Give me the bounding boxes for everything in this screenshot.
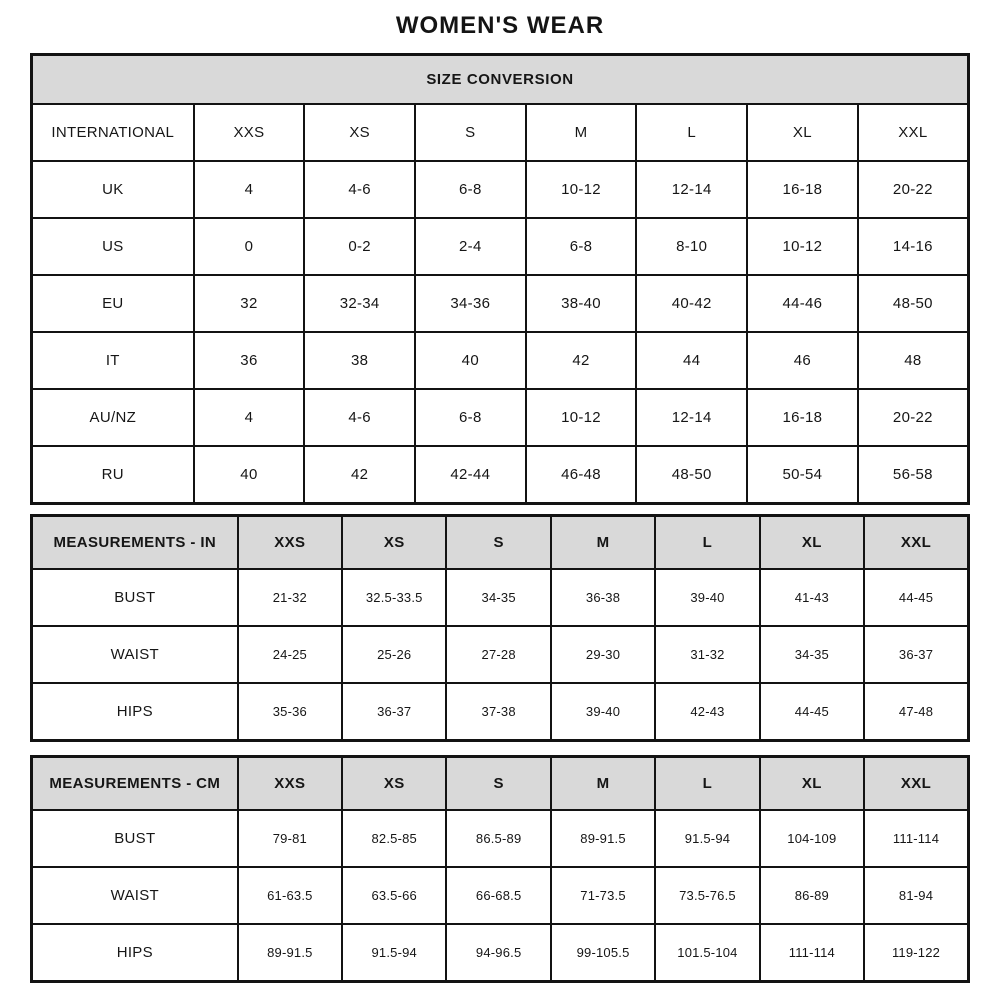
size-value-cell: 32 [194, 275, 305, 332]
row-label: BUST [32, 569, 238, 626]
size-value-cell: 44-46 [747, 275, 858, 332]
measurement-value-cell: 91.5-94 [655, 810, 759, 867]
size-column-header: L [655, 757, 759, 811]
size-value-cell: 44 [636, 332, 747, 389]
size-value-cell: L [636, 104, 747, 161]
size-conversion-row [32, 332, 969, 389]
measurements-cm-table [30, 755, 970, 983]
size-value-cell: 40 [415, 332, 526, 389]
row-label: INTERNATIONAL [32, 104, 194, 161]
measurement-value-cell: 101.5-104 [655, 924, 759, 982]
size-column-header: XXS [238, 516, 342, 570]
measurement-value-cell: 25-26 [342, 626, 446, 683]
size-value-cell: 12-14 [636, 389, 747, 446]
size-value-cell: 10-12 [747, 218, 858, 275]
size-value-cell: 4 [194, 161, 305, 218]
row-label: BUST [32, 810, 238, 867]
size-value-cell: 12-14 [636, 161, 747, 218]
measurement-value-cell: 29-30 [551, 626, 655, 683]
size-conversion-header: SIZE CONVERSION [32, 55, 969, 105]
size-value-cell: XS [304, 104, 415, 161]
size-value-cell: 0 [194, 218, 305, 275]
measurements-row [32, 683, 969, 741]
row-label: US [32, 218, 194, 275]
size-value-cell: 8-10 [636, 218, 747, 275]
size-value-cell: 50-54 [747, 446, 858, 504]
measurement-value-cell: 35-36 [238, 683, 342, 741]
size-conversion-row [32, 104, 969, 161]
measurement-value-cell: 61-63.5 [238, 867, 342, 924]
measurement-value-cell: 63.5-66 [342, 867, 446, 924]
measurements-in-table [30, 514, 970, 742]
measurements-header: MEASUREMENTS - CM [32, 757, 238, 811]
size-value-cell: 46 [747, 332, 858, 389]
measurement-value-cell: 24-25 [238, 626, 342, 683]
row-label: WAIST [32, 626, 238, 683]
measurement-value-cell: 39-40 [551, 683, 655, 741]
size-column-header: S [446, 757, 550, 811]
size-column-header: L [655, 516, 759, 570]
measurement-value-cell: 37-38 [446, 683, 550, 741]
measurement-value-cell: 111-114 [760, 924, 864, 982]
size-value-cell: 6-8 [415, 161, 526, 218]
size-value-cell: 34-36 [415, 275, 526, 332]
size-value-cell: XXS [194, 104, 305, 161]
size-value-cell: 42 [526, 332, 637, 389]
size-value-cell: 16-18 [747, 161, 858, 218]
row-label: AU/NZ [32, 389, 194, 446]
measurement-value-cell: 44-45 [864, 569, 968, 626]
size-value-cell: 48 [858, 332, 969, 389]
measurement-value-cell: 86-89 [760, 867, 864, 924]
size-conversion-row [32, 446, 969, 504]
size-column-header: XS [342, 516, 446, 570]
measurement-value-cell: 89-91.5 [551, 810, 655, 867]
measurement-value-cell: 89-91.5 [238, 924, 342, 982]
measurement-value-cell: 94-96.5 [446, 924, 550, 982]
row-label: HIPS [32, 683, 238, 741]
row-label: RU [32, 446, 194, 504]
size-value-cell: 16-18 [747, 389, 858, 446]
measurements-row [32, 569, 969, 626]
measurement-value-cell: 91.5-94 [342, 924, 446, 982]
size-value-cell: 0-2 [304, 218, 415, 275]
size-value-cell: 56-58 [858, 446, 969, 504]
row-label: EU [32, 275, 194, 332]
row-label: WAIST [32, 867, 238, 924]
size-value-cell: S [415, 104, 526, 161]
measurement-value-cell: 66-68.5 [446, 867, 550, 924]
size-value-cell: M [526, 104, 637, 161]
measurement-value-cell: 79-81 [238, 810, 342, 867]
measurement-value-cell: 36-37 [342, 683, 446, 741]
measurement-value-cell: 42-43 [655, 683, 759, 741]
size-value-cell: 20-22 [858, 389, 969, 446]
size-conversion-row [32, 275, 969, 332]
measurements-header: MEASUREMENTS - IN [32, 516, 238, 570]
measurement-value-cell: 34-35 [446, 569, 550, 626]
measurement-value-cell: 21-32 [238, 569, 342, 626]
measurement-value-cell: 44-45 [760, 683, 864, 741]
size-column-header: XL [760, 757, 864, 811]
size-value-cell: 42 [304, 446, 415, 504]
size-column-header: XL [760, 516, 864, 570]
size-column-header: M [551, 516, 655, 570]
size-value-cell: 48-50 [858, 275, 969, 332]
row-label: HIPS [32, 924, 238, 982]
measurement-value-cell: 32.5-33.5 [342, 569, 446, 626]
size-column-header: XS [342, 757, 446, 811]
size-value-cell: 38-40 [526, 275, 637, 332]
size-value-cell: 4 [194, 389, 305, 446]
measurement-value-cell: 71-73.5 [551, 867, 655, 924]
size-value-cell: 2-4 [415, 218, 526, 275]
measurement-value-cell: 99-105.5 [551, 924, 655, 982]
size-value-cell: 32-34 [304, 275, 415, 332]
measurement-value-cell: 73.5-76.5 [655, 867, 759, 924]
measurement-value-cell: 31-32 [655, 626, 759, 683]
size-column-header: XXL [864, 516, 968, 570]
measurement-value-cell: 41-43 [760, 569, 864, 626]
row-label: IT [32, 332, 194, 389]
size-value-cell: 10-12 [526, 389, 637, 446]
measurement-value-cell: 47-48 [864, 683, 968, 741]
measurement-value-cell: 27-28 [446, 626, 550, 683]
measurement-value-cell: 104-109 [760, 810, 864, 867]
size-value-cell: XXL [858, 104, 969, 161]
measurements-header-row [32, 757, 969, 811]
size-value-cell: 14-16 [858, 218, 969, 275]
size-conversion-row [32, 218, 969, 275]
size-value-cell: 36 [194, 332, 305, 389]
measurements-row [32, 924, 969, 982]
size-column-header: XXL [864, 757, 968, 811]
size-conversion-header-row [32, 55, 969, 105]
measurement-value-cell: 82.5-85 [342, 810, 446, 867]
size-column-header: S [446, 516, 550, 570]
measurement-value-cell: 119-122 [864, 924, 968, 982]
measurement-value-cell: 36-38 [551, 569, 655, 626]
measurements-header-row [32, 516, 969, 570]
measurements-row [32, 810, 969, 867]
measurements-row [32, 867, 969, 924]
size-value-cell: 10-12 [526, 161, 637, 218]
measurement-value-cell: 86.5-89 [446, 810, 550, 867]
measurement-value-cell: 111-114 [864, 810, 968, 867]
size-value-cell: 40 [194, 446, 305, 504]
size-value-cell: 40-42 [636, 275, 747, 332]
size-value-cell: 38 [304, 332, 415, 389]
measurement-value-cell: 39-40 [655, 569, 759, 626]
measurement-value-cell: 36-37 [864, 626, 968, 683]
size-value-cell: XL [747, 104, 858, 161]
measurement-value-cell: 81-94 [864, 867, 968, 924]
measurements-row [32, 626, 969, 683]
page-title: WOMEN'S WEAR [395, 12, 605, 39]
size-conversion-row [32, 389, 969, 446]
row-label: UK [32, 161, 194, 218]
size-column-header: M [551, 757, 655, 811]
size-column-header: XXS [238, 757, 342, 811]
size-value-cell: 20-22 [858, 161, 969, 218]
measurement-value-cell: 34-35 [760, 626, 864, 683]
size-value-cell: 6-8 [526, 218, 637, 275]
size-value-cell: 6-8 [415, 389, 526, 446]
size-value-cell: 4-6 [304, 389, 415, 446]
size-conversion-row [32, 161, 969, 218]
size-value-cell: 48-50 [636, 446, 747, 504]
size-value-cell: 46-48 [526, 446, 637, 504]
size-value-cell: 42-44 [415, 446, 526, 504]
size-conversion-table [30, 53, 970, 505]
size-value-cell: 4-6 [304, 161, 415, 218]
